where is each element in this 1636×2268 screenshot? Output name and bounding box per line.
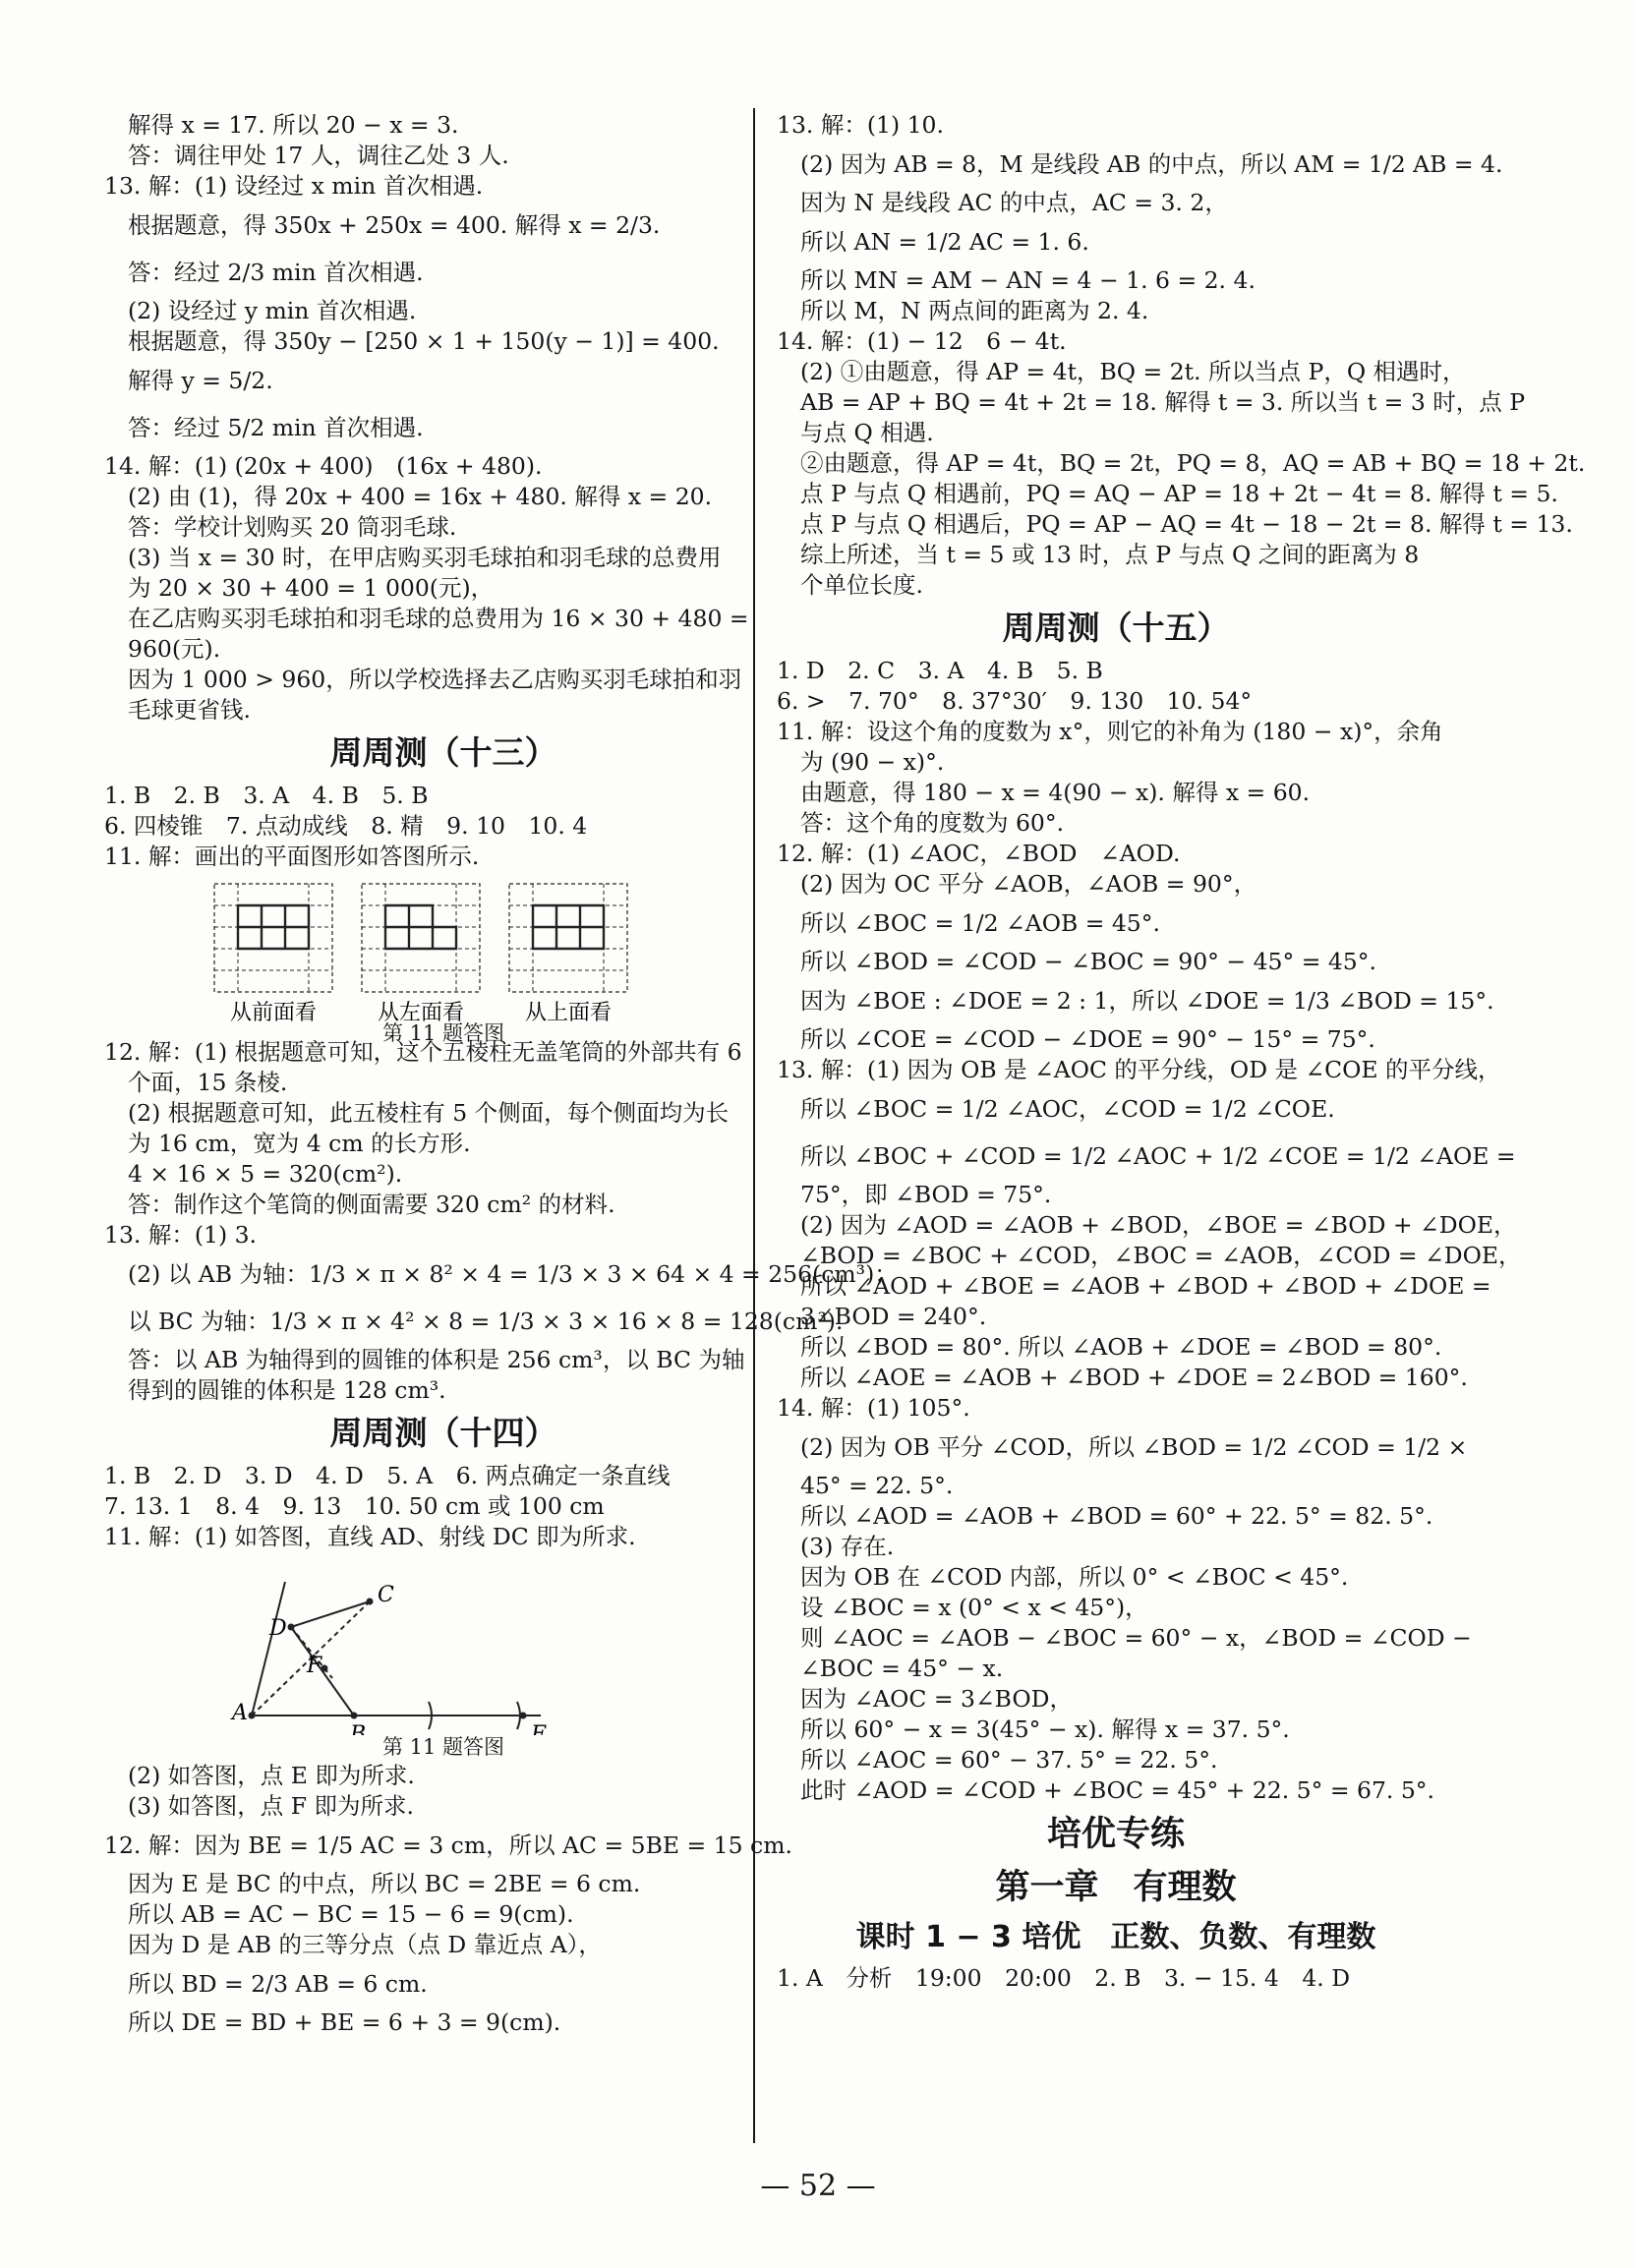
text-line: AB = AP + BQ = 4t + 2t = 18. 解得 t = 3. 所以当 t = 3 时，点 P — [800, 388, 1526, 416]
text-line: 11. 解：画出的平面图形如答图所示. — [104, 843, 480, 870]
text-line: (2) 根据题意可知，此五棱柱有 5 个侧面，每个侧面均为长 — [128, 1099, 730, 1127]
text-line: 所以 AB = AC − BC = 15 − 6 = 9(cm). — [128, 1900, 574, 1928]
text-line: 点 P 与点 Q 相遇前，PQ = AQ − AP = 18 + 2t − 4t = 8. 解得 t = 5. — [800, 480, 1558, 507]
text-line: 由题意，得 180 − x = 4(90 − x). 解得 x = 60. — [800, 779, 1311, 806]
text-line: 因为 1 000 > 960，所以学校选择去乙店购买羽毛球拍和羽 — [128, 666, 742, 693]
three-views-diagram — [104, 872, 783, 1037]
text-line: (3) 如答图，点 F 即为所求. — [128, 1792, 414, 1820]
text-line: 12. 解：(1) ∠AOC，∠BOD ∠AOD. — [777, 840, 1181, 867]
text-line: ∠BOD = ∠BOC + ∠COD，∠BOC = ∠AOB，∠COD = ∠DOE， — [800, 1242, 1522, 1269]
text-line: 6. > 7. 70° 8. 37°30′ 9. 130 10. 54° — [777, 687, 1253, 715]
text-line: 1. B 2. B 3. A 4. B 5. B — [104, 782, 429, 809]
text-line: 45° = 22. 5°. — [800, 1472, 954, 1499]
text-line: 答：经过 5/2 min 首次相遇. — [128, 414, 424, 441]
geometry-figure — [104, 1552, 783, 1761]
text-line: 则 ∠AOC = ∠AOB − ∠BOC = 60° − x，∠BOD = ∠COD − — [800, 1624, 1472, 1652]
text-line: 答：以 AB 为轴得到的圆锥的体积是 256 cm³，以 BC 为轴 — [128, 1346, 745, 1373]
text-line: ∠BOC = 45° − x. — [800, 1655, 1004, 1682]
text-line: 个单位长度. — [800, 571, 923, 599]
text-line: 4 × 16 × 5 = 320(cm²). — [128, 1160, 403, 1188]
text-line: 所以 ∠BOD = ∠COD − ∠BOC = 90° − 45° = 45°. — [800, 948, 1376, 975]
text-line: 答：经过 2/3 min 首次相遇. — [128, 259, 424, 286]
text-line: 所以 ∠AOC = 60° − 37. 5° = 22. 5°. — [800, 1746, 1218, 1774]
text-line: 12. 解：(1) 根据题意可知，这个五棱柱无盖笔筒的外部共有 6 — [104, 1038, 742, 1066]
point-label-b: B — [350, 1722, 367, 1735]
figure-caption: 第 11 题答图 — [381, 1021, 505, 1045]
view-label-front: 从前面看 — [229, 1001, 318, 1025]
text-line: (2) ①由题意，得 AP = 4t，BQ = 2t. 所以当点 P，Q 相遇时， — [800, 358, 1466, 385]
text-line: 设 ∠BOC = x (0° < x < 45°)， — [800, 1594, 1148, 1621]
text-line: 13. 解：(1) 设经过 x min 首次相遇. — [104, 172, 484, 200]
text-line: 因为 ∠BOE : ∠DOE = 2 : 1，所以 ∠DOE = 1/3 ∠BOD = 15°. — [800, 987, 1494, 1015]
text-line: 所以 ∠BOD = 80°. 所以 ∠AOB + ∠DOE = ∠BOD = 80°. — [800, 1333, 1442, 1361]
text-line: 所以 ∠COE = ∠COD − ∠DOE = 90° − 15° = 75°. — [800, 1025, 1375, 1053]
text-line: 所以 ∠BOC = 1/2 ∠AOB = 45°. — [800, 909, 1160, 937]
section-heading: 第一章 有理数 — [995, 1868, 1237, 1907]
views-figure — [104, 872, 783, 1045]
view-label-left: 从左面看 — [377, 1001, 465, 1025]
text-line: 根据题意，得 350x + 250x = 400. 解得 x = 2/3. — [128, 211, 661, 239]
text-line: 因为 N 是线段 AC 的中点，AC = 3. 2， — [800, 189, 1228, 216]
text-line: (2) 因为 OB 平分 ∠COD，所以 ∠BOD = 1/2 ∠COD = 1/2 × — [800, 1433, 1468, 1461]
section-heading: 周周测（十四） — [329, 1414, 557, 1452]
text-line: 11. 解：(1) 如答图，直线 AD、射线 DC 即为所求. — [104, 1523, 636, 1550]
text-line: 所以 DE = BD + BE = 6 + 3 = 9(cm). — [128, 2008, 561, 2036]
text-line: (2) 因为 ∠AOD = ∠AOB + ∠BOD，∠BOE = ∠BOD + ∠DOE， — [800, 1211, 1517, 1239]
text-line: (2) 因为 AB = 8，M 是线段 AB 的中点，所以 AM = 1/2 AB = 4. — [800, 150, 1503, 178]
section-heading: 周周测（十五） — [1002, 609, 1230, 647]
text-line: (2) 由 (1)，得 20x + 400 = 16x + 480. 解得 x = 20. — [128, 483, 713, 510]
text-line: 1. A 分析 19:00 20:00 2. B 3. − 15. 4 4. D — [777, 1964, 1351, 1992]
line-ray-diagram — [104, 1552, 783, 1735]
text-line: 此时 ∠AOD = ∠COD + ∠BOC = 45° + 22. 5° = 67. 5°. — [800, 1776, 1435, 1804]
text-line: 答：调往甲处 17 人，调往乙处 3 人. — [128, 142, 509, 169]
text-line: 点 P 与点 Q 相遇后，PQ = AP − AQ = 4t − 18 − 2t = 8. 解得 t = 13. — [800, 510, 1573, 538]
text-line: 14. 解：(1) (20x + 400) (16x + 480). — [104, 452, 543, 480]
text-line: 因为 OB 在 ∠COD 内部，所以 0° < ∠BOC < 45°. — [800, 1563, 1349, 1591]
text-line: 解得 x = 17. 所以 20 − x = 3. — [128, 111, 459, 139]
text-line: 13. 解：(1) 3. — [104, 1221, 258, 1249]
text-line: 毛球更省钱. — [128, 696, 251, 724]
point-label-c: C — [378, 1583, 394, 1607]
view-label-top: 从上面看 — [524, 1001, 613, 1025]
text-line: 1. D 2. C 3. A 4. B 5. B — [777, 657, 1103, 684]
text-line: 为 (90 − x)°. — [800, 748, 945, 776]
figure-caption: 第 11 题答图 — [381, 1735, 505, 1759]
text-line: (2) 设经过 y min 首次相遇. — [128, 297, 417, 324]
text-line: (3) 存在. — [800, 1533, 895, 1560]
text-line: 因为 D 是 AB 的三等分点（点 D 靠近点 A）， — [128, 1931, 602, 1958]
text-line: 所以 AN = 1/2 AC = 1. 6. — [800, 228, 1089, 256]
section-heading: 周周测（十三） — [329, 733, 557, 772]
text-line: (2) 因为 OC 平分 ∠AOB，∠AOB = 90°， — [800, 870, 1257, 898]
text-line: (2) 如答图，点 E 即为所求. — [128, 1762, 415, 1789]
text-line: 6. 四棱锥 7. 点动成线 8. 精 9. 10 10. 4 — [104, 812, 588, 840]
text-line: 11. 解：设这个角的度数为 x°，则它的补角为 (180 − x)°，余角 — [777, 718, 1443, 745]
text-line: 14. 解：(1) 105°. — [777, 1394, 970, 1422]
text-line: 13. 解：(1) 10. — [777, 111, 944, 139]
text-line: 所以 M，N 两点间的距离为 2. 4. — [800, 297, 1149, 324]
text-line: 答：这个角的度数为 60°. — [800, 809, 1065, 837]
text-line: (2) 以 AB 为轴：1/3 × π × 8² × 4 = 1/3 × 3 × 64 × 4 = 256(cm³)； — [128, 1260, 898, 1288]
text-line: ②由题意，得 AP = 4t，BQ = 2t，PQ = 8，AQ = AB + BQ = 18 + 2t. — [800, 449, 1586, 477]
text-line: 所以 ∠BOC = 1/2 ∠AOC，∠COD = 1/2 ∠COE. — [800, 1095, 1335, 1123]
section-heading: 课时 1 − 3 培优 正数、负数、有理数 — [855, 1920, 1376, 1954]
text-line: 以 BC 为轴：1/3 × π × 4² × 8 = 1/3 × 3 × 16 × 8 = 128(cm³). — [128, 1308, 844, 1335]
text-line: 1. B 2. D 3. D 4. D 5. A 6. 两点确定一条直线 — [104, 1462, 671, 1489]
text-line: 得到的圆锥的体积是 128 cm³. — [128, 1376, 446, 1404]
text-line: 所以 BD = 2/3 AB = 6 cm. — [128, 1970, 428, 1998]
point-label-f: F — [307, 1654, 322, 1678]
right-column — [777, 110, 1586, 1994]
text-line: 为 20 × 30 + 400 = 1 000(元)， — [128, 574, 495, 602]
text-line: 12. 解：因为 BE = 1/5 AC = 3 cm，所以 AC = 5BE = 15 cm. — [104, 1832, 792, 1859]
text-line: 13. 解：(1) 因为 OB 是 ∠AOC 的平分线，OD 是 ∠COE 的平分线， — [777, 1056, 1501, 1083]
text-line: 根据题意，得 350y − [250 × 1 + 150(y − 1)] = 400. — [128, 327, 720, 355]
text-line: 所以 ∠AOD + ∠BOE = ∠AOB + ∠BOD + ∠BOD + ∠DOE = — [800, 1272, 1491, 1300]
point-label-a: A — [232, 1701, 248, 1725]
text-line: 因为 ∠AOC = 3∠BOD， — [800, 1685, 1073, 1713]
text-line: 所以 ∠BOC + ∠COD = 1/2 ∠AOC + 1/2 ∠COE = 1/2 ∠AOE = — [800, 1142, 1516, 1170]
text-line: 综上所述，当 t = 5 或 13 时，点 P 与点 Q 之间的距离为 8 — [800, 541, 1420, 568]
point-label-d: D — [269, 1616, 287, 1641]
text-line: 3∠BOD = 240°. — [800, 1303, 987, 1330]
text-line: 因为 E 是 BC 的中点，所以 BC = 2BE = 6 cm. — [128, 1870, 641, 1897]
text-line: 答：学校计划购买 20 筒羽毛球. — [128, 513, 457, 541]
text-line: 与点 Q 相遇. — [800, 419, 934, 446]
text-line: 所以 ∠AOE = ∠AOB + ∠BOD + ∠DOE = 2∠BOD = 160°. — [800, 1364, 1468, 1391]
text-line: 答：制作这个笔筒的侧面需要 320 cm² 的材料. — [128, 1191, 615, 1218]
text-line: 为 16 cm，宽为 4 cm 的长方形. — [128, 1130, 471, 1157]
text-line: 解得 y = 5/2. — [128, 367, 273, 394]
text-line: 所以 MN = AM − AN = 4 − 1. 6 = 2. 4. — [800, 266, 1256, 294]
text-line: 960(元). — [128, 635, 221, 663]
text-line: 75°，即 ∠BOD = 75°. — [800, 1181, 1052, 1208]
page-number: — 52 — — [760, 2169, 876, 2203]
text-line: (3) 当 x = 30 时，在甲店购买羽毛球拍和羽毛球的总费用 — [128, 544, 722, 571]
text-line: 7. 13. 1 8. 4 9. 13 10. 50 cm 或 100 cm — [104, 1492, 605, 1520]
text-line: 所以 ∠AOD = ∠AOB + ∠BOD = 60° + 22. 5° = 82. 5°. — [800, 1502, 1433, 1530]
text-line: 14. 解：(1) − 12 6 − 4t. — [777, 327, 1067, 355]
point-label-e: E — [531, 1722, 548, 1735]
text-line: 个面，15 条棱. — [128, 1069, 288, 1096]
text-line: 在乙店购买羽毛球拍和羽毛球的总费用为 16 × 30 + 480 = — [128, 605, 749, 632]
text-line: 所以 60° − x = 3(45° − x). 解得 x = 37. 5°. — [800, 1716, 1290, 1743]
section-heading: 培优专练 — [1046, 1815, 1185, 1854]
